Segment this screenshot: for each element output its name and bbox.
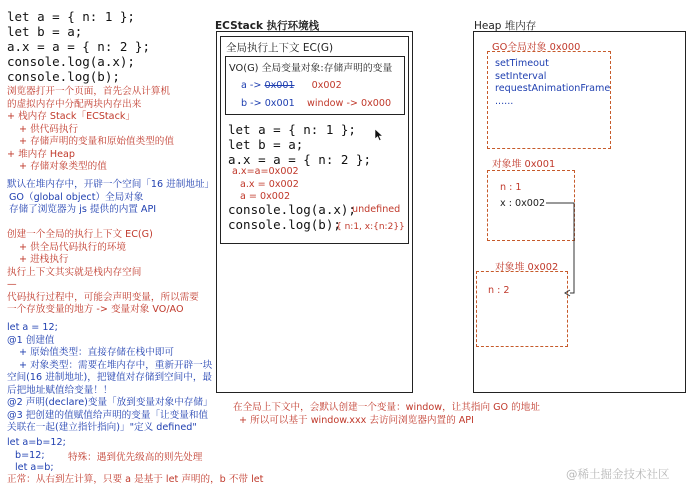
note-line: 创建一个全局的执行上下文 EC(G) bbox=[7, 229, 153, 240]
code-line: a.x = a = { n: 2 }; bbox=[7, 39, 150, 54]
note-line: 一个存放变量的地方 -> 变量对象 VO/AO bbox=[7, 304, 184, 315]
assign-annotations bbox=[232, 166, 299, 204]
note-line: 执行上下文其实就是栈内存空间 bbox=[7, 266, 142, 278]
vo-a-new-address: 0x002 bbox=[311, 80, 342, 91]
note-line: — bbox=[7, 279, 17, 290]
note-line: 存储了浏览器为 js 提供的内置 API bbox=[9, 204, 157, 215]
note-line: + 供代码执行 bbox=[19, 123, 79, 135]
note-line: 在全局上下文中，会默认创建一个变量：window，让其指向 GO 的地址 bbox=[233, 402, 540, 413]
note-line: 后把地址赋值给变量！！ bbox=[7, 384, 113, 396]
code-line: let a = { n: 1 }; bbox=[7, 9, 135, 24]
normal-note: 正常：从右到左计算，只要 a 是基于 let 声明的，b 不带 let bbox=[7, 474, 264, 485]
log-ax-code: console.log(a.x); bbox=[228, 202, 356, 217]
note-line: + 所以可以基于 window.xxx 去访问浏览器内置的 API bbox=[239, 414, 474, 426]
go-item: ...... bbox=[495, 95, 514, 107]
code-line: console.log(a.x); bbox=[7, 54, 135, 69]
note-line: 代码执行过程中，可能会声明变量，所以需要 bbox=[7, 291, 199, 303]
go-item: setTimeout bbox=[495, 58, 549, 69]
note-line: 关联在一起(建立指针指向)」"定义 defined" bbox=[7, 422, 197, 433]
note-line: + 对象类型：需要在堆内存中，重新开辟一块 bbox=[19, 359, 213, 371]
code-line: a.x = a = { n: 2 }; bbox=[228, 152, 371, 167]
ann-line: a.x = 0x002 bbox=[240, 178, 299, 190]
go-items bbox=[495, 58, 610, 108]
obj2-title: 对象堆 0x002 bbox=[495, 262, 559, 273]
log-b-output: { n:1, x:{n:2}} bbox=[336, 222, 405, 232]
vo-var-window: window -> 0x000 bbox=[307, 98, 392, 109]
go-item: requestAnimationFrame bbox=[495, 83, 611, 94]
special-code bbox=[7, 437, 66, 475]
default-notes bbox=[7, 179, 214, 217]
note-line: 的虚拟内存中分配两块内存出来 bbox=[7, 98, 142, 110]
note-line: + 供全局代码执行的环境 bbox=[19, 241, 127, 253]
note-line: + 存储声明的变量和原始值类型的值 bbox=[19, 136, 174, 147]
note-line: + 原始值类型：直接存储在栈中即可 bbox=[19, 347, 174, 358]
vo-a-label: a -> bbox=[241, 80, 265, 91]
ec-notes bbox=[7, 229, 199, 317]
code-line: console.log(b); bbox=[7, 69, 120, 84]
top-code bbox=[7, 9, 150, 84]
note-line: let a=b; bbox=[15, 462, 54, 473]
ec-global-title: 全局执行上下文 EC(G) bbox=[226, 42, 334, 54]
obj1-x: x : 0x002 bbox=[500, 198, 546, 209]
go-title: GO全局对象 0x000 bbox=[492, 42, 581, 53]
note-line: 默认在堆内存中，开辟一个空间「16 进制地址」 bbox=[7, 179, 215, 190]
pointer-arrow bbox=[540, 195, 580, 303]
note-line: 空间(16 进制地址)，把键值对存储到空间中，最 bbox=[7, 372, 213, 383]
note-line: let a=b=12; bbox=[7, 437, 66, 448]
vo-title: VO(G) 全局变量对象:存储声明的变量 bbox=[229, 63, 393, 74]
code-line: let b = a; bbox=[228, 137, 304, 152]
special-note: 特殊：遇到优先级高的则先处理 bbox=[68, 452, 203, 463]
note-line: GO（global object）全局对象 bbox=[9, 191, 144, 203]
ann-line: a = 0x002 bbox=[240, 191, 291, 202]
vo-a-old-address: 0x001 bbox=[264, 80, 295, 91]
note-line: @2 声明(declare)变量「放到变量对象中存储」 bbox=[7, 397, 213, 408]
ec-code bbox=[228, 122, 371, 167]
obj2-n: n : 2 bbox=[488, 285, 510, 296]
steps-notes bbox=[7, 322, 213, 435]
note-line: @3 把创建的值赋值给声明的变量「让变量和值 bbox=[7, 409, 209, 421]
ann-line: a.x=a=0x002 bbox=[232, 166, 299, 177]
heap-title: Heap 堆内存 bbox=[474, 20, 537, 32]
watermark: @稀土掘金技术社区 bbox=[566, 467, 670, 481]
vo-var-a bbox=[241, 80, 342, 91]
note-line: let a = 12; bbox=[7, 322, 58, 333]
vo-var-b: b -> 0x001 bbox=[241, 98, 295, 109]
note-line: + 堆内存 Heap bbox=[7, 148, 76, 160]
window-note bbox=[233, 402, 540, 427]
note-line: b=12; bbox=[15, 449, 45, 461]
ecstack-title: ECStack 执行环境栈 bbox=[215, 20, 320, 32]
log-ax-output: undefined bbox=[352, 204, 401, 215]
note-line: 浏览器打开一个页面，首先会从计算机 bbox=[7, 86, 171, 97]
note-line: + 栈内存 Stack「ECStack」 bbox=[7, 111, 135, 122]
intro-notes bbox=[7, 86, 174, 174]
cursor-icon bbox=[374, 128, 384, 142]
note-line: + 进栈执行 bbox=[19, 254, 69, 265]
note-line: + 存储对象类型的值 bbox=[19, 161, 107, 172]
obj1-n: n : 1 bbox=[500, 182, 522, 193]
code-line: let a = { n: 1 }; bbox=[228, 122, 356, 137]
go-item: setInterval bbox=[495, 70, 547, 82]
note-line: @1 创建值 bbox=[7, 334, 55, 346]
obj1-title: 对象堆 0x001 bbox=[492, 159, 556, 170]
code-line: let b = a; bbox=[7, 24, 83, 39]
log-b-code: console.log(b); bbox=[228, 217, 341, 232]
